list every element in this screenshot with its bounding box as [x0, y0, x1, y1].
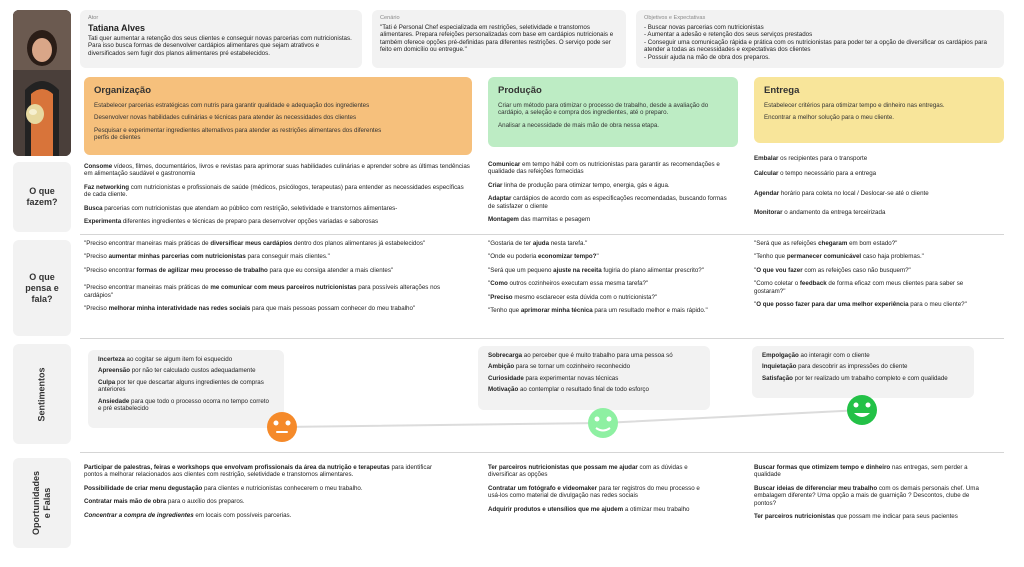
opportunity-item: Ter parceiros nutricionistas que possam me indicar para seus pacientes [754, 513, 958, 521]
feeling-item: Motivação ao contemplar o resultado final de todo esforço [488, 386, 649, 394]
opportunity-item: Buscar ideias de diferenciar meu trabalho com os demais personais chef. Uma embalagem diferente? Uma opção a mais de guarnição ? Descontos, clube de pontos? [754, 484, 979, 507]
feeling-item: Culpa por ter que descartar alguns ingredientes de compras anteriores [98, 378, 264, 394]
feeling-item: Satisfação por ter realizado um trabalho completo e com qualidade [762, 374, 948, 382]
doing-item: Calcular o tempo necessário para a entrega [754, 170, 877, 178]
persona-photo [13, 10, 71, 156]
feeling-item: Sobrecarga ao perceber que é muito trabalho para uma pessoa só [488, 352, 673, 359]
quote-item: "Como outros cozinheiros executam essa mesma tarefa?" [488, 280, 649, 288]
opportunity-item: Adquirir produtos e utensílios que me ajudem a otimizar meu trabalho [488, 505, 690, 513]
thinking-col-organizacao [84, 240, 464, 318]
doing-item: Adaptar cardápios de acordo com as especificações recomendadas, buscando formas de satisfazer o cliente [488, 195, 727, 210]
row-label-doing: O que fazem? [13, 162, 71, 232]
scenario-text: "Tati é Personal Chef especializada em restrições, seletividade e transtornos alimentares. Prepara refeições personalizadas com base em cardápios nutricionais e também oferece opções pré-definidas para diferentes restrições. O serviço pode ser feito em domicílio ou entregue." [380, 24, 614, 54]
doing-item: Criar linha de produção para otimizar tempo, energia, gás e água. [488, 181, 670, 189]
doing-item: Experimenta diferentes ingredientes e técnicas de preparo para desenvolver opções variadas e saborosas [84, 218, 379, 226]
goal-item: - Buscar novas parcerias com nutricionistas [644, 24, 764, 31]
stage-entrega [754, 77, 1004, 143]
quote-item: "Tenho que permanecer comunicável caso haja problemas." [754, 253, 924, 261]
happy-face-icon [847, 395, 877, 425]
feeling-item: Curiosidade para experimentar novas técnicas [488, 374, 619, 382]
stage-item: Analisar a necessidade de mais mão de obra nessa etapa. [498, 121, 659, 129]
stage-title: Entrega [764, 85, 800, 96]
persona-name: Tatiana Alves [88, 23, 146, 33]
doing-item: Faz networking com nutricionistas e profissionais de saúde (médicos, psicólogos, terapeutas) para entender as necessidades específicas de cada cliente. [84, 183, 464, 199]
quote-item: "Onde eu poderia economizar tempo?" [488, 253, 599, 261]
feeling-item: Ambição para se tornar um cozinheiro reconhecido [488, 363, 631, 371]
opportunity-item: Contratar um fotógrafo e videomaker para ter registros do meu processo e usá-los como material de divulgação nas redes sociais [488, 484, 700, 500]
goals-card [636, 10, 1004, 68]
opportunity-item: Participar de palestras, feiras e workshops que envolvam profissionais da área da nutrição e terapeutas para identificar pontos a melhorar relacionados aos clientes com restrição, seletividade e transtornos alimentares. [84, 464, 433, 479]
quote-item: "Será que as refeições chegaram em bom estado?" [754, 240, 898, 247]
opportunity-item: Buscar formas que otimizem tempo e dinheiro nas entregas, sem perder a qualidade [754, 464, 968, 479]
doing-item: Agendar horário para coleta no local / Deslocar-se até o cliente [754, 189, 929, 197]
scenario-label: Cenário [380, 15, 400, 21]
feeling-item: Empolgação ao interagir com o cliente [762, 352, 870, 359]
stage-item: Encontrar a melhor solução para o meu cliente. [764, 114, 895, 122]
quote-item: "Será que um pequeno ajuste na receita fugiria do plano alimentar prescrito?" [488, 266, 704, 274]
persona-illustration [13, 10, 71, 156]
quote-item: "Tenho que aprimorar minha técnica para um resultado melhor e mais rápido." [488, 307, 708, 315]
feeling-item: Apreensão por não ter calculado custos adequadamente [98, 367, 256, 375]
goal-item: - Conseguir uma comunicação rápida e prática com os nutricionistas para poder ter a opção de diversificar os cardápios para atender a todas as necessidades e expectativas dos clientes [644, 38, 987, 54]
doing-item: Comunicar em tempo hábil com os nutricionistas para garantir as recomendações e qualidade das refeições fornecidas [488, 161, 720, 176]
doing-item: Consome vídeos, filmes, documentários, livros e revistas para aprimorar suas habilidades culinárias e aprender sobre as últimas tendências em alimentação saudável e gastronomia [84, 163, 470, 178]
quote-item: "Preciso encontrar maneiras mais práticas de diversificar meus cardápios dentro dos planos alimentares já estabelecidos" [84, 240, 426, 247]
stage-title: Organização [94, 85, 152, 96]
row-divider [80, 234, 1004, 235]
goals-label: Objetivos e Expectativas [644, 15, 706, 21]
row-label-opportunities: Oportunidades e Falas [13, 458, 71, 548]
persona-description: Tati quer aumentar a retenção dos seus clientes e conseguir novas parcerias com nutricionistas. Para isso busca formas de desenvolver cardápios alimentares que sejam atrativos e diversificados sem fugir dos planos alimentares pré estabelecidos. [88, 35, 352, 57]
opportunity-item: Ter parceiros nutricionistas que possam me ajudar com as dúvidas e diversificar as opções [488, 464, 688, 479]
stage-item: Pesquisar e experimentar ingredientes alternativos para atender as restrições alimentares dos diferentes perfis de clientes [94, 126, 382, 142]
quote-item: "Como coletar o feedback de forma eficaz com meus clientes para saber se gostaram?" [754, 280, 964, 295]
stage-title: Produção [498, 85, 542, 96]
opp-col-entrega [754, 464, 979, 526]
stage-organizacao [84, 77, 472, 155]
thinking-col-entrega [754, 240, 979, 314]
opportunity-item: Concentrar a compra de ingredientes em locais com possíveis parcerias. [84, 511, 292, 519]
stage-producao [488, 77, 738, 147]
neutral-face-icon [588, 408, 618, 438]
stage-item: Desenvolver novas habilidades culinárias e técnicas para atender às necessidades dos clientes [94, 114, 357, 122]
feeling-item: Ansiedade para que todo o processo ocorra no tempo correto e pré estabelecido [98, 397, 269, 413]
emotion-line [282, 410, 862, 427]
actor-label: Ator [88, 15, 99, 21]
row-divider [80, 338, 1004, 339]
feeling-item: Incerteza ao cogitar se algum item foi esquecido [98, 356, 233, 363]
feelings-card-entrega [752, 346, 974, 398]
thinking-col-producao [488, 240, 713, 320]
stage-item: Criar um método para otimizar o processo de trabalho, desde a avaliação do cardápio, a seleção e compra dos ingredientes, até o preparo. [498, 102, 709, 117]
goal-item: - Aumentar a adesão e retenção dos seus serviços prestados [644, 31, 813, 39]
quote-item: "Preciso encontrar formas de agilizar meu processo de trabalho para que eu consiga atender a mais clientes" [84, 266, 394, 274]
quote-item: "Preciso mesmo esclarecer esta dúvida com o nutricionista?" [488, 293, 658, 301]
doing-col-entrega [754, 155, 994, 223]
doing-item: Busca parcerias com nutricionistas que atendam ao público com restrição, seletividade e transtornos alimentares- [84, 204, 398, 212]
quote-item: "Preciso encontrar maneiras mais práticas de me comunicar com meus parceiros nutricionistas para possíveis alterações nos cardápios" [84, 284, 441, 299]
quote-item: "O que vou fazer com as refeições caso não busquem?" [754, 266, 911, 274]
opportunity-item: Contratar mais mão de obra para o auxílio dos preparos. [84, 498, 245, 506]
doing-col-organizacao [84, 163, 472, 231]
quote-item: "Preciso aumentar minhas parcerias com nutricionistas para conseguir mais clientes." [84, 253, 330, 261]
doing-item: Monitorar o andamento da entrega terceirizada [754, 209, 886, 217]
goal-item: - Possuir ajuda na mão de obra dos preparos. [644, 53, 770, 61]
opp-col-organizacao [84, 464, 444, 525]
doing-item: Montagem das marmitas e pesagem [488, 216, 591, 224]
stage-item: Estabelecer critérios para otimizar tempo e dinheiro nas entregas. [764, 102, 945, 109]
doing-col-producao [488, 161, 728, 229]
stage-item: Estabelecer parcerias estratégicas com nutris para garantir qualidade e adequação dos ingredientes [94, 102, 370, 109]
persona-card [80, 10, 362, 68]
row-label-thinking: O que pensa e fala? [13, 240, 71, 336]
quote-item: "O que posso fazer para dar uma melhor experiência para o meu cliente?" [754, 301, 967, 309]
quote-item: "Gostaria de ter ajuda nesta tarefa." [488, 240, 588, 247]
feelings-card-organizacao [88, 350, 284, 428]
scenario-card [372, 10, 626, 68]
row-label-feelings: Sentimentos [13, 344, 71, 444]
doing-item: Embalar os recipientes para o transporte [754, 155, 868, 162]
quote-item: "Preciso melhorar minha interatividade nas redes sociais para que mais pessoas possam conhecer do meu trabalho" [84, 305, 416, 313]
opportunity-item: Possibilidade de criar menu degustação para clientes e nutricionistas conhecerem o meu trabalho. [84, 484, 363, 492]
opp-col-producao [488, 464, 713, 519]
feeling-item: Inquietação para descobrir as impressões do cliente [762, 363, 908, 371]
row-divider [80, 452, 1004, 453]
feelings-card-producao [478, 346, 710, 410]
